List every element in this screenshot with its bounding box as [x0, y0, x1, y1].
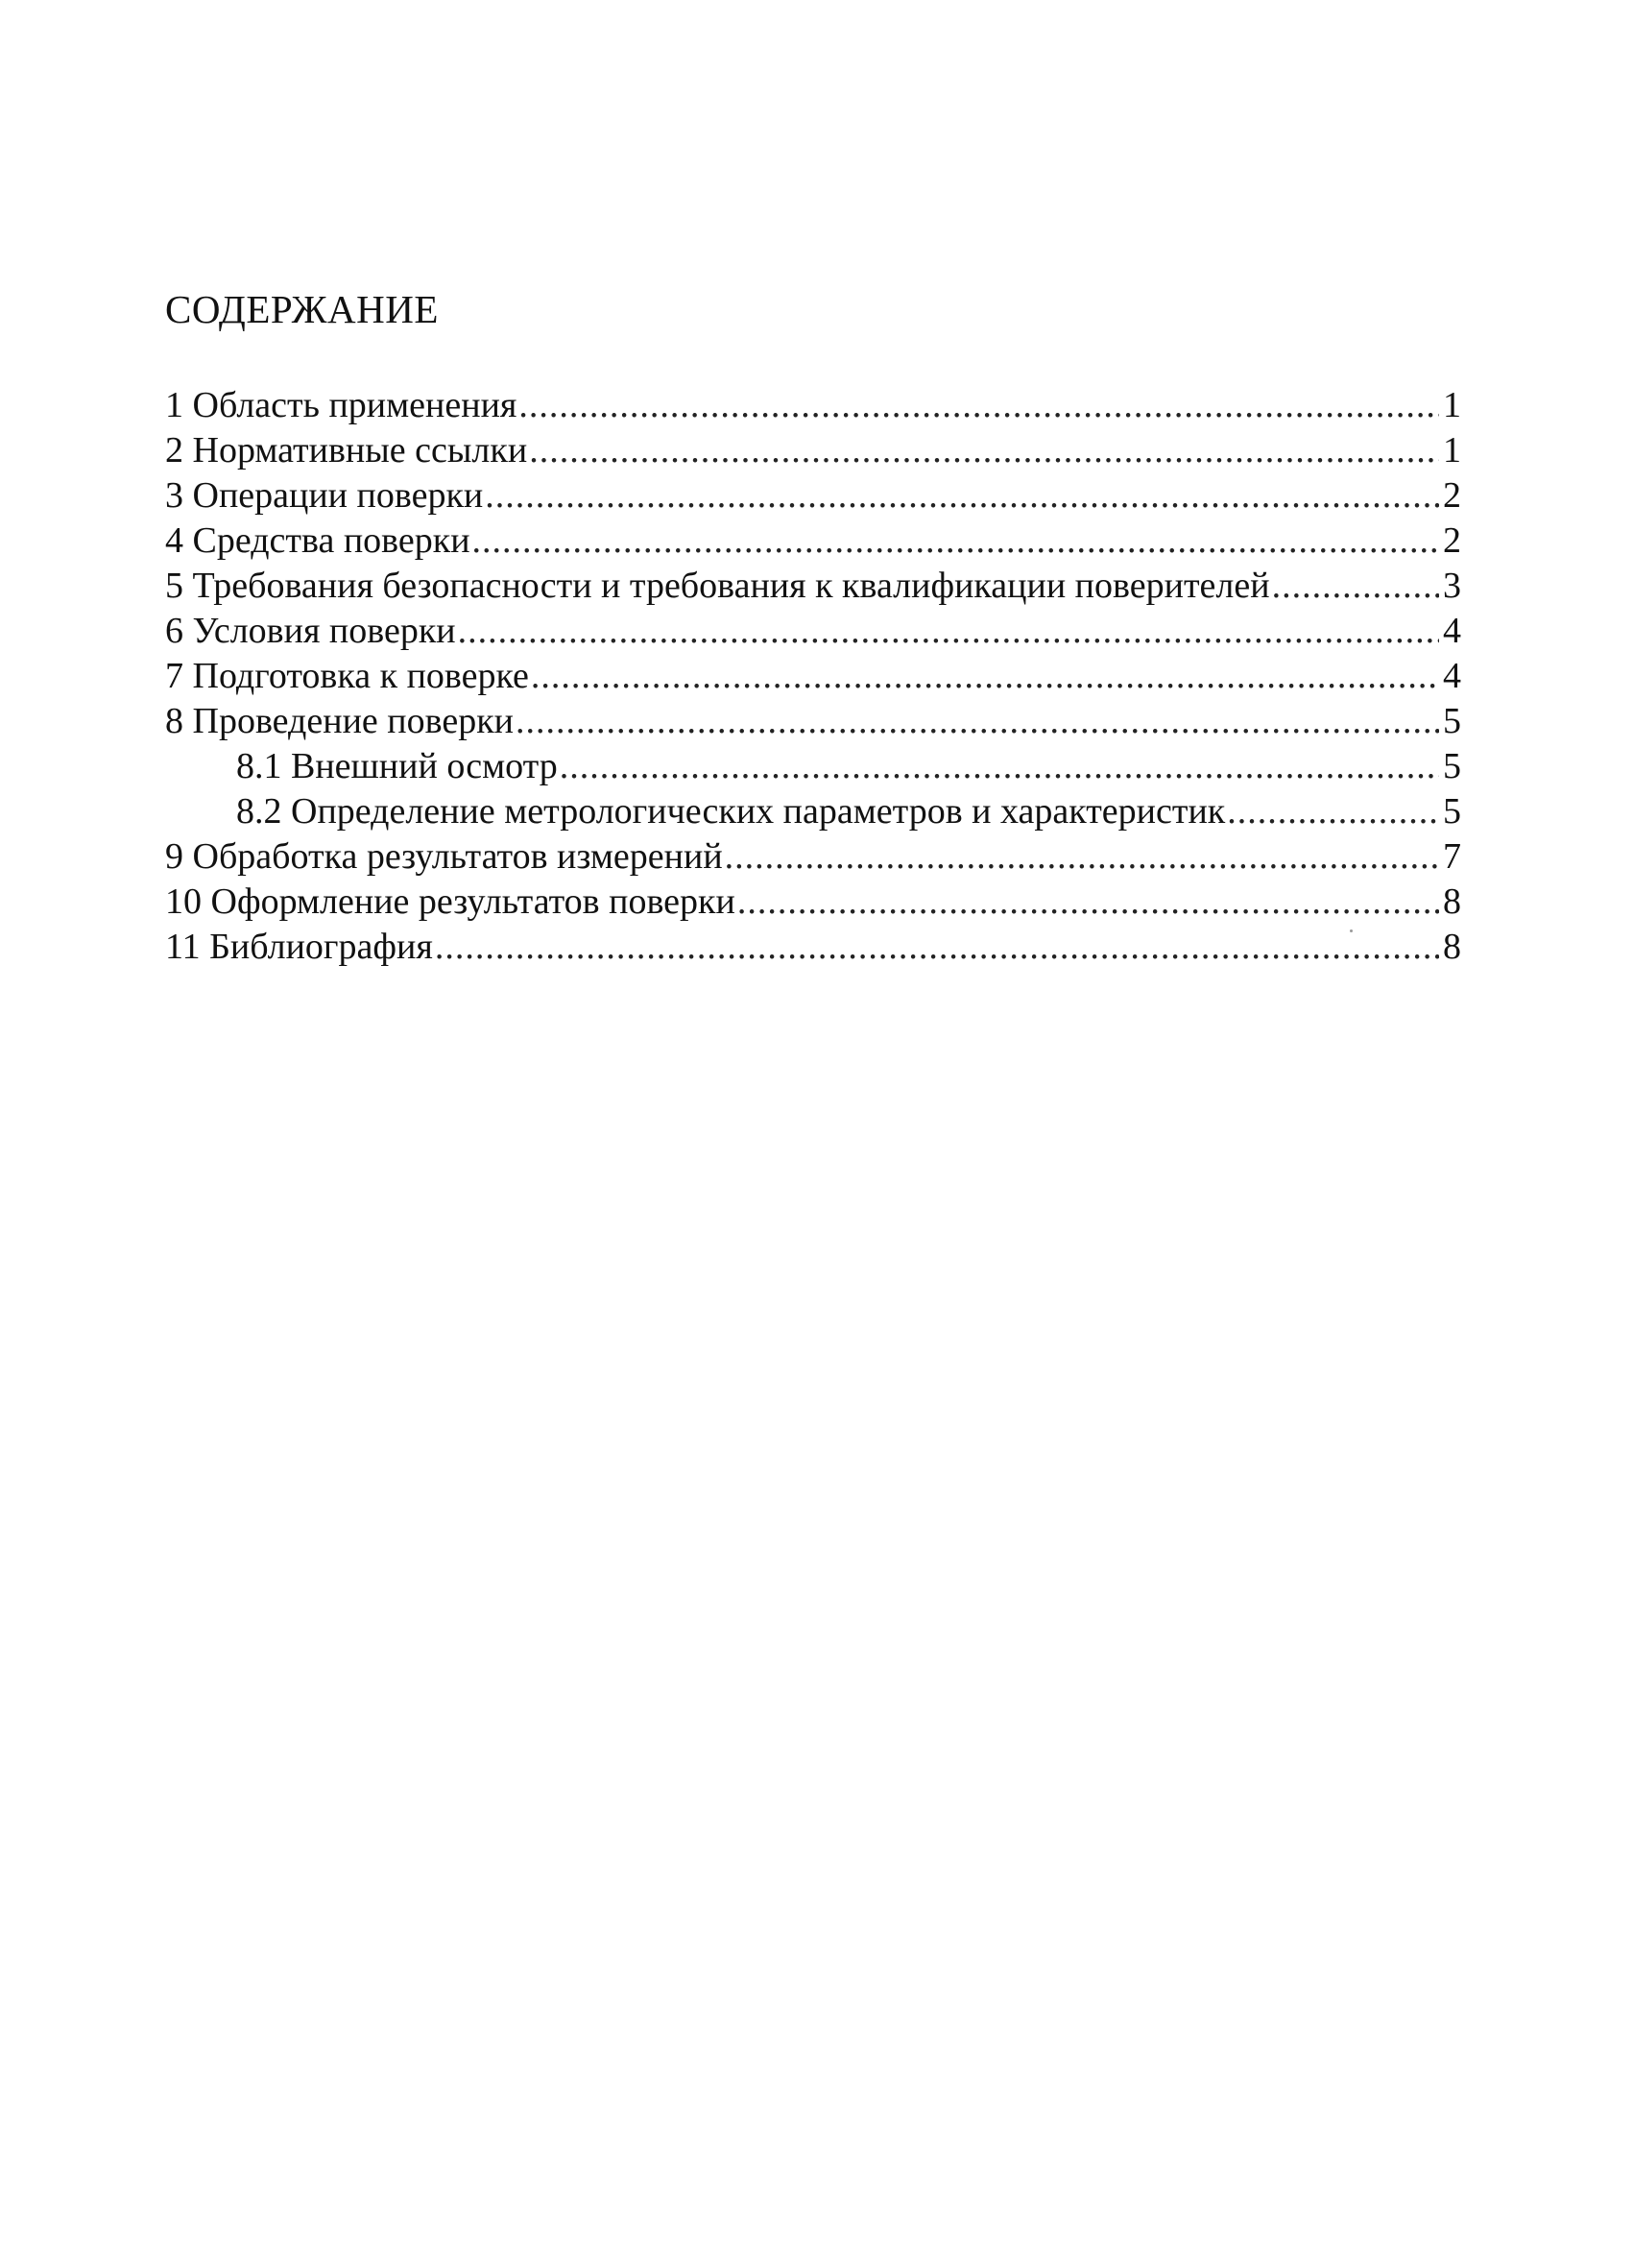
dot-leader: [458, 609, 1439, 653]
dot-leader: [1272, 564, 1439, 608]
dot-leader: [485, 473, 1439, 518]
toc-entry-label: 9 Обработка результатов измерений: [165, 836, 723, 877]
toc-entry: [165, 880, 1461, 924]
dot-leader: [560, 744, 1439, 788]
dot-leader: [435, 925, 1439, 969]
dot-leader: [529, 428, 1439, 472]
toc-entry: [165, 564, 1461, 608]
toc-entry-label: 8.2 Определение метрологических параметров и характеристик: [236, 791, 1226, 832]
toc-entry-page: 7: [1443, 836, 1461, 877]
toc-entry-label: 11 Библиография: [165, 927, 433, 967]
toc-entry-page: 2: [1443, 520, 1461, 561]
toc-entry: [165, 834, 1461, 879]
toc-entry-label: 10 Оформление результатов поверки: [165, 881, 735, 922]
toc-entry: [165, 925, 1461, 969]
dot-leader: [725, 834, 1439, 879]
toc-entry-label: 6 Условия поверки: [165, 611, 456, 651]
toc-entry: [165, 428, 1461, 472]
toc-entry-page: 3: [1443, 566, 1461, 606]
toc-entry: [165, 383, 1461, 427]
toc-entry-page: 5: [1443, 746, 1461, 786]
toc-entry-label: 5 Требования безопасности и требования к квалификации поверителей: [165, 566, 1270, 606]
dot-leader: [472, 519, 1439, 563]
toc-entry-label: 4 Средства поверки: [165, 520, 470, 561]
toc-entry: [165, 473, 1461, 518]
toc-entry: [165, 519, 1461, 563]
toc-entry-page: 8: [1443, 927, 1461, 967]
toc-subentry: [236, 744, 1461, 788]
toc-entry-label: 8 Проведение поверки: [165, 701, 514, 741]
toc-entry-page: 5: [1443, 791, 1461, 832]
toc-entry: [165, 654, 1461, 698]
scan-speck: [1350, 929, 1353, 932]
toc-entry-page: 1: [1443, 385, 1461, 425]
dot-leader: [531, 654, 1439, 698]
toc-entry-label: 2 Нормативные ссылки: [165, 430, 528, 470]
dot-leader: [518, 383, 1439, 427]
toc-entry-page: 4: [1443, 656, 1461, 696]
dot-leader: [737, 880, 1439, 924]
toc-entry-page: 8: [1443, 881, 1461, 922]
toc-entry-page: 5: [1443, 701, 1461, 741]
toc-entry-page: 4: [1443, 611, 1461, 651]
toc-entry-label: 1 Область применения: [165, 385, 517, 425]
table-of-contents: [0, 0, 1633, 1056]
page-title: СОДЕРЖАНИЕ: [165, 287, 439, 331]
toc-entry-label: 3 Операции поверки: [165, 475, 484, 516]
toc-subentry: [236, 789, 1461, 833]
toc-entry-label: 7 Подготовка к поверке: [165, 656, 529, 696]
dot-leader: [1227, 789, 1439, 833]
toc-entry-page: 1: [1443, 430, 1461, 470]
toc-entry: [165, 609, 1461, 653]
toc-entry-page: 2: [1443, 475, 1461, 516]
dot-leader: [516, 699, 1439, 743]
toc-entry-label: 8.1 Внешний осмотр: [236, 746, 558, 786]
toc-entry: [165, 699, 1461, 743]
